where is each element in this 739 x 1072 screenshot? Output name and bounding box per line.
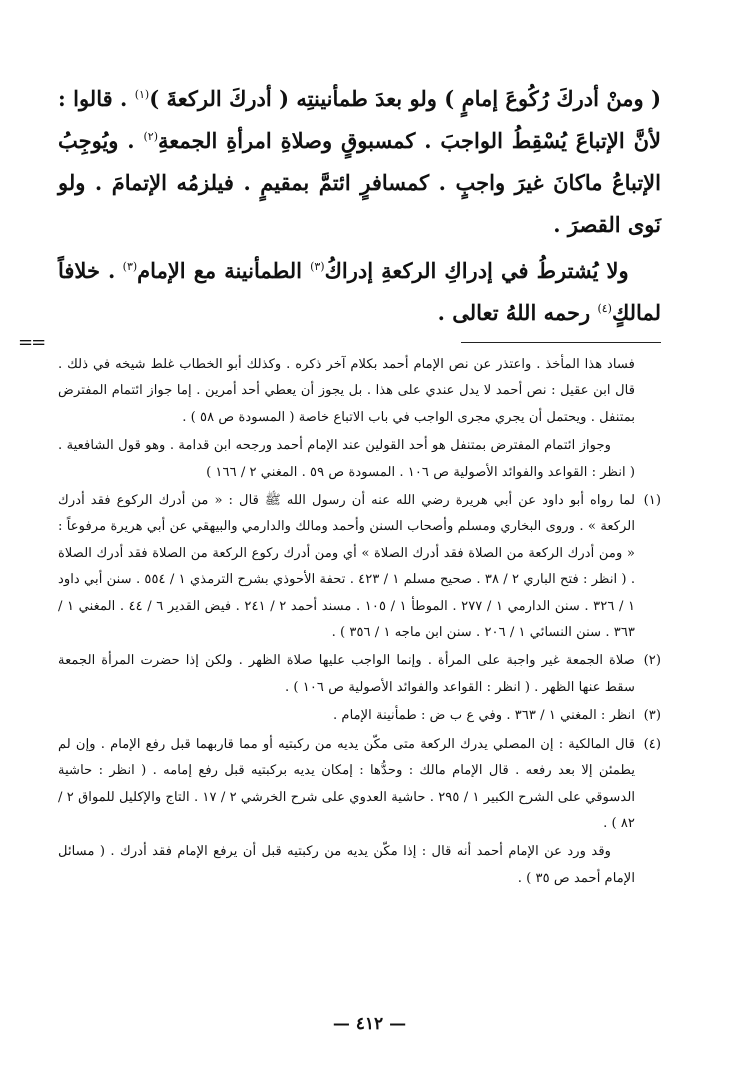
footnote-3 <box>58 703 661 729</box>
footnote-4 <box>58 732 661 838</box>
footnote-number: (١) <box>643 493 661 509</box>
footnote-separator-row <box>18 332 661 353</box>
footnote-marker: (٢) <box>143 130 159 143</box>
footnote-text: قال المالكية : إن المصلي يدرك الركعة متى مكّن يديه من ركبتيه أو مما قاربهما قبل رفع الإمام . وإن لم يطمئن إلا بعد رفعه . قال الإمام مالك : وحدُّها : إمكان يديه بركبتيه قبل رفع إمامه . ( انظر : حاشية الدسوقي على الشرح الكبير ١ / ٢٩٥ . حاشية العدوي على شرح الخرشي ٢ / ١٧ . التاج والإكليل للمواق ٢ / ٨٢ ) . <box>58 736 636 831</box>
footnotes <box>58 352 661 892</box>
footnote-1 <box>58 488 661 646</box>
footnote-separator-line <box>461 342 661 343</box>
footnote-number: (٤) <box>643 736 661 752</box>
footnote-marker: (١) <box>134 88 150 101</box>
page-number: — ٤١٢ — <box>332 1014 407 1034</box>
main-text-segment: ولا يُشترطُ في إدراكِ الركعةِ إدراكُ <box>324 258 629 283</box>
main-text-segment: . ويُوجِبُ الإتباعُ ماكانَ غيرَ واجبٍ . كمسافرٍ ائتمَّ بمقيمٍ . فيلزمُه الإتمامَ . ولو نَوى القصرَ . <box>58 128 661 237</box>
footnote-text: لما رواه أبو داود عن أبي هريرة رضي الله عنه أن رسول الله ﷺ قال : « من أدرك الركوع فقد أدرك الركعة » . وروى البخاري ومسلم وأصحاب السنن وأحمد ومالك والدارمي والبيهقي عن أبي هريرة مرفوعاً : « ومن أدرك الركعة من الصلاة فقد أدرك الصلاة » أي ومن أدرك ركوع الركعة من الصلاة فقد أدرك الصلاة . ( انظر : فتح الباري ٢ / ٣٨ . صحيح مسلم ١ / ٤٢٣ . تحفة الأحوذي بشرح الترمذي ١ / ٥٥٤ . سنن أبي داود ١ / ٣٢٦ . سنن الدارمي ١ / ٢٧٧ . الموطأ ١ / ١٠٥ . مسند أحمد ٢ / ٢٤١ . فيض القدير ٦ / ٤٤ . المغني ١ / ٣٦٣ . سنن النسائي ١ / ٢٠٦ . سنن ابن ماجه ١ / ٣٥٦ ) . <box>58 493 636 641</box>
footnote-text: صلاة الجمعة غير واجبة على المرأة . وإنما الواجب عليها صلاة الظهر . ولكن إذا حضرت المرأة الجمعة سقط عنها الظهر . ( انظر : القواعد والفوائد الأصولية ص ١٠٦ ) . <box>58 653 635 695</box>
main-text-segment: . قالوا : لأنَّ الإتباعَ يُسْقِطُ الواجبَ . كمسبوقٍ وصلاةِ امرأةِ الجمعةِ <box>58 86 661 153</box>
footnote-marker: (٤) <box>597 302 612 315</box>
main-paragraph-2 <box>58 250 661 334</box>
main-text-segment: ( ومنْ أدركَ رُكُوعَ إمامٍ ) ولو بعدَ طمأنينتِه ( أدركَ الركعةَ ) <box>149 86 662 111</box>
page <box>18 78 662 1072</box>
footnote-4-continuation: وقد ورد عن الإمام أحمد أنه قال : إذا مكّن يديه من ركبتيه قبل أن يرفع الإمام فقد أدرك . ( مسائل الإمام أحمد ص ٣٥ ) . <box>58 844 635 886</box>
footnote-continuation: وجواز ائتمام المفترض بمتنفل هو أحد القولين عند الإمام أحمد ورجحه ابن قدامة . وهو قول الشافعية . ( انظر : القواعد والفوائد الأصولية ص ١٠٦ . المسودة ص ٥٩ . المغني ٢ / ١٦٦ ) <box>58 438 635 480</box>
footnote-2 <box>58 648 661 701</box>
footnote-marker: (٣) <box>310 260 325 273</box>
main-paragraph-1 <box>58 78 661 246</box>
main-text-segment: الطمأنينة مع الإمام <box>137 258 311 283</box>
continuation-mark: == <box>18 332 45 353</box>
footnote-number: (٢) <box>643 653 661 669</box>
main-text <box>58 78 661 334</box>
main-text-segment: . خلافاً لمالكٍ <box>58 258 661 325</box>
footnote-text: انظر : المغني ١ / ٣٦٣ . وفي ع ب ض : طمأنينة الإمام . <box>333 708 635 724</box>
footnote-continuation: فساد هذا المأخذ . واعتذر عن نص الإمام أحمد بكلام آخر ذكره . وكذلك أبو الخطاب غلط شيخه في ذلك . قال ابن عقيل : نص أحمد لا يدل عندي على هذا . بل يجوز أن يعطي أحد أمرين . إما جواز ائتمام المفترض بمتنفل . ويحتمل أن يجري مجرى الواجب في باب الاتباع خاصة ( المسودة ص ٥٨ ) . <box>58 357 635 425</box>
footnote-number: (٣) <box>643 708 661 724</box>
footnote-marker: (٣) <box>122 260 138 273</box>
main-text-segment: رحمه اللهُ تعالى . <box>437 300 598 325</box>
